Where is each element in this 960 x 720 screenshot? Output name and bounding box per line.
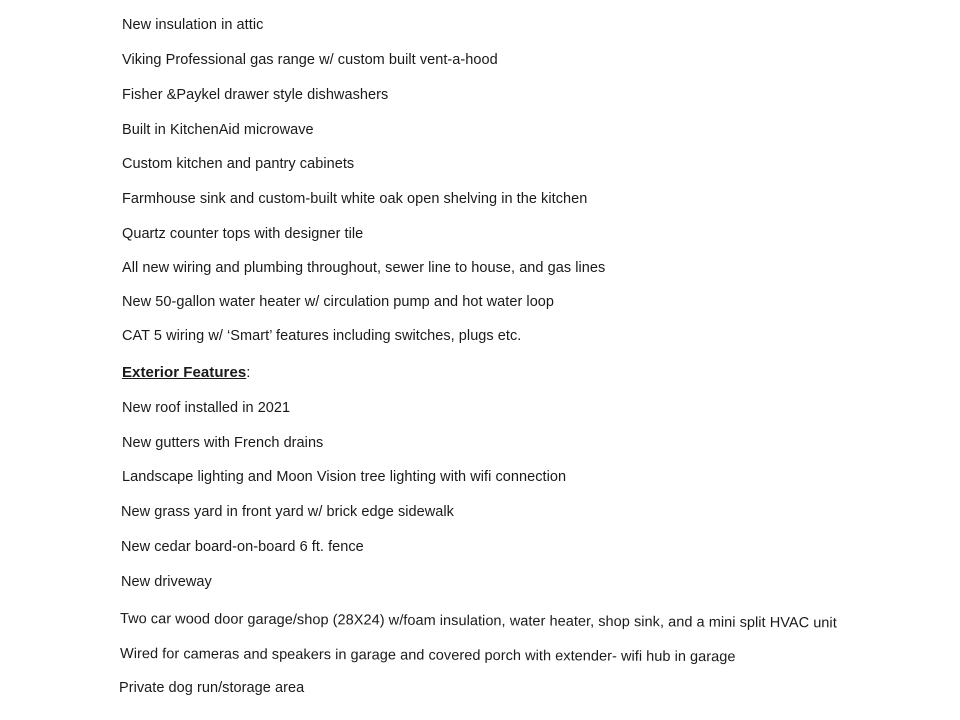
feature-item-cedar-fence: New cedar board-on-board 6 ft. fence xyxy=(121,539,364,555)
feature-item-wiring-plumbing: All new wiring and plumbing throughout, sewer line to house, and gas lines xyxy=(122,260,606,276)
feature-item-garage-shop: Two car wood door garage/shop (28X24) w/foam insulation, water heater, shop sink, and a mini split HVAC unit xyxy=(119,611,837,632)
feature-item-farmhouse-sink: Farmhouse sink and custom-built white oak open shelving in the kitchen xyxy=(122,191,588,207)
feature-item-water-heater: New 50-gallon water heater w/ circulation pump and hot water loop xyxy=(122,294,555,310)
feature-item-dog-run: Private dog run/storage area xyxy=(119,680,305,696)
feature-item-cat5-wiring: CAT 5 wiring w/ ‘Smart’ features including switches, plugs etc. xyxy=(122,328,522,344)
section-heading-colon: : xyxy=(246,364,251,381)
feature-item-microwave: Built in KitchenAid microwave xyxy=(122,122,314,138)
feature-item-grass-yard: New grass yard in front yard w/ brick edge sidewalk xyxy=(121,504,454,520)
section-heading-exterior xyxy=(122,364,250,382)
feature-item-new-roof: New roof installed in 2021 xyxy=(122,400,291,416)
feature-item-gas-range: Viking Professional gas range w/ custom built vent-a-hood xyxy=(122,52,498,68)
feature-item-landscape-lighting: Landscape lighting and Moon Vision tree lighting with wifi connection xyxy=(122,469,567,485)
feature-item-cabinets: Custom kitchen and pantry cabinets xyxy=(122,156,355,172)
feature-item-driveway: New driveway xyxy=(121,574,212,590)
feature-item-dishwashers: Fisher &Paykel drawer style dishwashers xyxy=(122,87,389,103)
section-heading-title: Exterior Features xyxy=(122,364,247,381)
feature-item-attic-insulation: New insulation in attic xyxy=(122,17,264,33)
feature-item-cameras-speakers: Wired for cameras and speakers in garage and covered porch with extender- wifi hub in garage xyxy=(119,646,736,666)
feature-item-gutters: New gutters with French drains xyxy=(122,435,324,451)
feature-item-quartz-counters: Quartz counter tops with designer tile xyxy=(122,226,364,242)
